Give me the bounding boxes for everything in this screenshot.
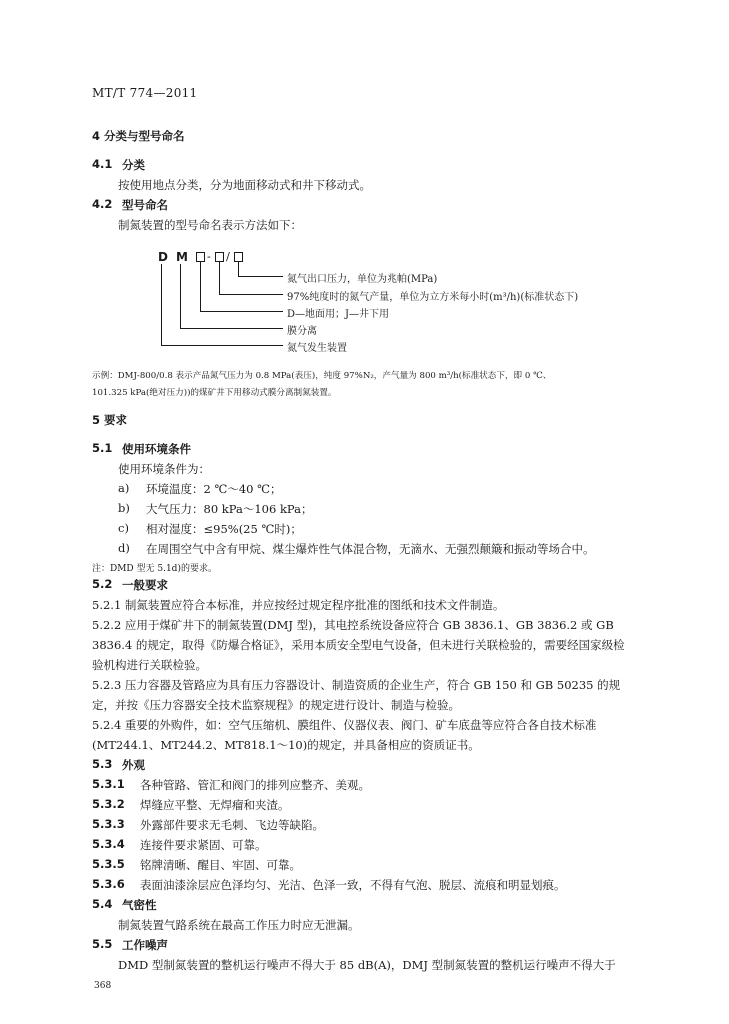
condition-mark: b) xyxy=(118,501,130,515)
diagram-line xyxy=(200,311,283,312)
section-5-2-2-line2: 3836.4 的规定，取得《防爆合格证》，采用本质安全型电气设备，但未进行关联检验的，需要经国家级检 xyxy=(92,638,625,652)
diagram-label-location: D—地面用；J—井下用 xyxy=(287,309,390,320)
diagram-line xyxy=(219,294,283,295)
condition-text: 大气压力：80 kPa～106 kPa； xyxy=(146,502,313,516)
condition-mark: d) xyxy=(118,541,130,555)
condition-text: 在周围空气中含有甲烷、煤尘爆炸性气体混合物，无滴水、无强烈颠簸和振动等场合中。 xyxy=(146,542,595,556)
diagram-letter-m: M xyxy=(176,250,188,264)
section-5-4-text: 制氮装置气路系统在最高工作压力时应无泄漏。 xyxy=(118,918,360,932)
section-5-2-title: 一般要求 xyxy=(122,578,168,592)
diagram-dash: - xyxy=(207,249,211,263)
section-4-1-text: 按使用地点分类，分为地面移动式和井下移动式。 xyxy=(118,178,371,192)
diagram-slash: / xyxy=(226,249,230,263)
clause-number: 5.3.3 xyxy=(92,817,125,831)
section-5-2-number: 5.2 xyxy=(92,577,113,591)
diagram-box-type xyxy=(196,252,205,262)
section-5-2-3-line1: 5.2.3 压力容器及管路应为具有压力容器设计、制造资质的企业生产，符合 GB 150 和 GB 50235 的规 xyxy=(92,678,621,692)
section-5-title: 5 要求 xyxy=(92,413,128,427)
clause-text: 外露部件要求无毛刺、飞边等缺陷。 xyxy=(140,818,324,832)
document-id: MT/T 774—2011 xyxy=(92,86,198,100)
section-4-1-title: 分类 xyxy=(122,158,145,172)
diagram-label-membrane: 膜分离 xyxy=(287,326,317,337)
section-5-2-2-line3: 验机构进行关联检验。 xyxy=(92,658,207,672)
clause-number: 5.3.4 xyxy=(92,837,125,851)
diagram-line xyxy=(161,345,283,346)
condition-mark: a) xyxy=(118,481,130,495)
diagram-letter-d: D xyxy=(158,250,168,264)
clause-text: 焊缝应平整、无焊瘤和夹渣。 xyxy=(140,798,290,812)
example-line-1: 示例：DMJ-800/0.8 表示产品氮气压力为 0.8 MPa(表压)，纯度 97%N₂，产气量为 800 m³/h(标准状态下，即 0 ℃、 xyxy=(92,371,552,381)
clause-text: 连接件要求紧固、可靠。 xyxy=(140,838,267,852)
clause-number: 5.3.2 xyxy=(92,797,125,811)
section-5-4-title: 气密性 xyxy=(122,898,157,912)
section-4-title: 4 分类与型号命名 xyxy=(92,129,185,143)
section-5-1-title: 使用环境条件 xyxy=(122,442,191,456)
diagram-line xyxy=(238,276,283,277)
section-5-5-text: DMD 型制氮装置的整机运行噪声不得大于 85 dB(A)，DMJ 型制氮装置的整机运行噪声不得大于 xyxy=(118,958,616,972)
diagram-box-pressure xyxy=(234,252,243,262)
section-5-2-4-line1: 5.2.4 重要的外购件，如：空气压缩机、膜组件、仪器仪表、阀门、矿车底盘等应符合各自技术标准 xyxy=(92,718,597,732)
section-5-2-1: 5.2.1 制氮装置应符合本标准，并应按经过规定程序批准的图纸和技术文件制造。 xyxy=(92,598,505,612)
clause-number: 5.3.5 xyxy=(92,857,125,871)
diagram-line xyxy=(161,264,162,346)
diagram-line xyxy=(180,264,181,329)
condition-text: 环境温度：2 ℃～40 ℃； xyxy=(146,482,282,496)
section-5-5-title: 工作噪声 xyxy=(122,938,168,952)
diagram-label-pressure: 氮气出口压力，单位为兆帕(MPa) xyxy=(287,274,438,285)
section-5-2-2-line1: 5.2.2 应用于煤矿井下的制氮装置(DMJ 型)，其电控系统设备应符合 GB 3836.1、GB 3836.2 或 GB xyxy=(92,618,614,632)
diagram-label-generator: 氮气发生装置 xyxy=(287,343,347,354)
clause-number: 5.3.6 xyxy=(92,877,125,891)
section-5-3-title: 外观 xyxy=(122,758,145,772)
section-4-2-number: 4.2 xyxy=(92,197,113,211)
page-number: 368 xyxy=(94,981,112,991)
condition-mark: c) xyxy=(118,521,129,535)
section-5-2-3-line2: 定，并按《压力容器安全技术监察规程》的规定进行设计、制造与检验。 xyxy=(92,698,460,712)
section-5-1-number: 5.1 xyxy=(92,441,113,455)
section-4-2-title: 型号命名 xyxy=(122,198,168,212)
section-4-2-text: 制氮装置的型号命名表示方法如下： xyxy=(118,218,302,232)
section-5-2-4-line2: (MT244.1、MT244.2、MT818.1～10)的规定，并具备相应的资质证书。 xyxy=(92,738,480,752)
clause-text: 各种管路、管汇和阀门的排列应整齐、美观。 xyxy=(140,778,370,792)
clause-text: 表面油漆涂层应色泽均匀、光洁、色泽一致，不得有气泡、脱层、流痕和明显划痕。 xyxy=(140,878,566,892)
section-5-5-number: 5.5 xyxy=(92,937,113,951)
clause-number: 5.3.1 xyxy=(92,777,125,791)
diagram-line xyxy=(219,262,220,295)
condition-text: 相对湿度：≤95%(25 ℃时)； xyxy=(146,522,302,536)
section-5-1-intro: 使用环境条件为： xyxy=(118,462,210,476)
example-line-2: 101.325 kPa(绝对压力))的煤矿井下用移动式膜分离制氮装置。 xyxy=(92,388,337,398)
diagram-line xyxy=(238,262,239,277)
diagram-line xyxy=(180,328,283,329)
diagram-label-flow: 97%纯度时的氮气产量，单位为立方米每小时(m³/h)(标准状态下) xyxy=(287,292,579,303)
clause-text: 铭牌清晰、醒目、牢固、可靠。 xyxy=(140,858,301,872)
note: 注：DMD 型无 5.1d)的要求。 xyxy=(92,564,217,574)
section-5-4-number: 5.4 xyxy=(92,897,113,911)
diagram-line xyxy=(200,262,201,312)
diagram-box-flow xyxy=(215,252,224,262)
section-4-1-number: 4.1 xyxy=(92,157,113,171)
section-5-3-number: 5.3 xyxy=(92,757,113,771)
